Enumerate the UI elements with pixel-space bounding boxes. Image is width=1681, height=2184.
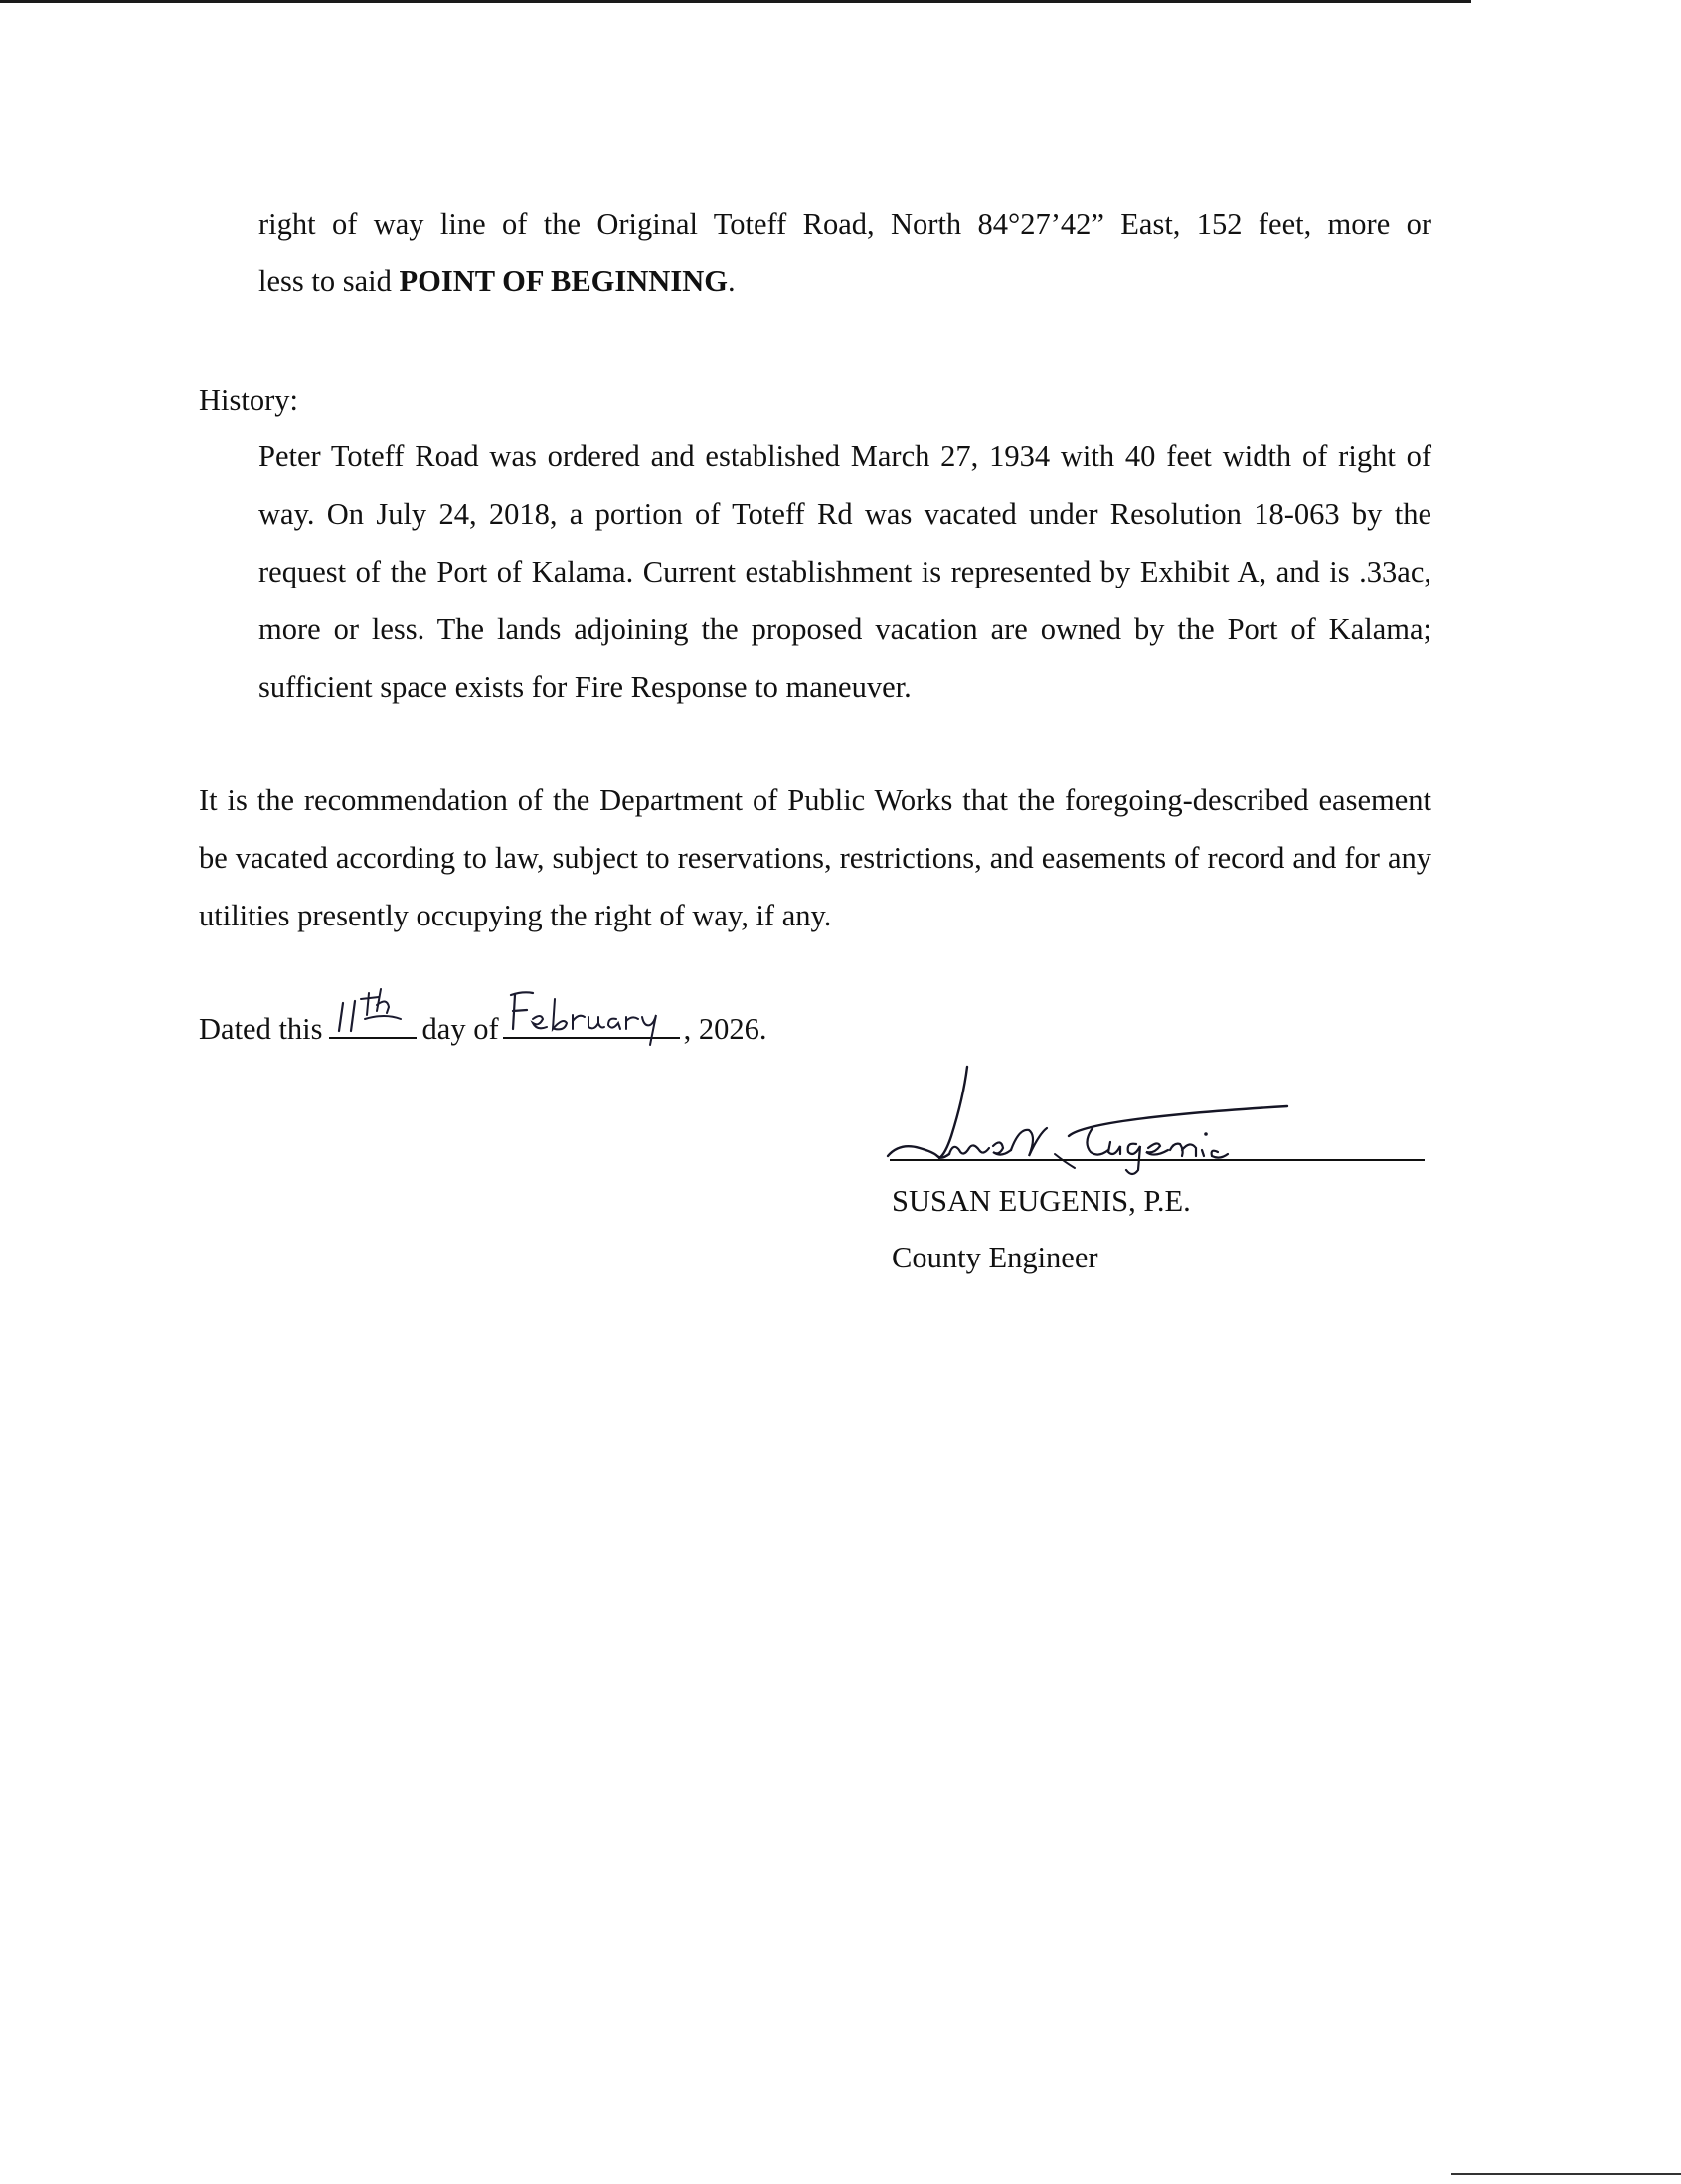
scan-edge-bottom bbox=[1451, 2173, 1681, 2175]
day-blank bbox=[329, 1001, 417, 1039]
handwritten-day bbox=[329, 983, 417, 1043]
dated-line bbox=[199, 1000, 766, 1058]
history-paragraph: Peter Toteff Road was ordered and established March 27, 1934 with 40 feet width of right of way. On July 24, 2018, a portion of Toteff Rd was vacated under Resolution 18-063 by the request of the Port of Kalama. Current establishment is represented by Exhibit A, and is .33ac, more or less. The lands adjoining the proposed vacation are owned by the Port of Kalama; sufficient space exists for Fire Response to maneuver. bbox=[258, 439, 1431, 704]
legal-description-continuation bbox=[258, 195, 1431, 310]
history-heading: History: bbox=[199, 383, 298, 417]
signer-name: SUSAN EUGENIS, P.E. bbox=[892, 1184, 1191, 1218]
dated-year: , 2026. bbox=[683, 1012, 767, 1046]
legal-description-line-2 bbox=[258, 252, 1431, 310]
legal-description-line-2-prefix: less to said bbox=[258, 264, 400, 298]
dated-middle: day of bbox=[421, 1012, 499, 1046]
signature-line bbox=[890, 1159, 1425, 1161]
point-of-beginning: POINT OF BEGINNING bbox=[399, 264, 728, 298]
recommendation-paragraph: It is the recommendation of the Department of Public Works that the foregoing-described easement be vacated according to law, subject to reservations, restrictions, and easements of record and for any utilities presently occupying the right of way, if any. bbox=[199, 783, 1431, 932]
handwritten-month bbox=[503, 983, 680, 1047]
scan-edge-top bbox=[0, 0, 1471, 3]
dated-prefix: Dated this bbox=[199, 1012, 323, 1046]
legal-description-line-2-suffix: . bbox=[727, 264, 736, 298]
month-blank bbox=[503, 1001, 680, 1039]
signer-title: County Engineer bbox=[892, 1241, 1098, 1274]
legal-description-line-1: right of way line of the Original Toteff Road, North 84°27’42” East, 152 feet, more or bbox=[258, 207, 1431, 241]
